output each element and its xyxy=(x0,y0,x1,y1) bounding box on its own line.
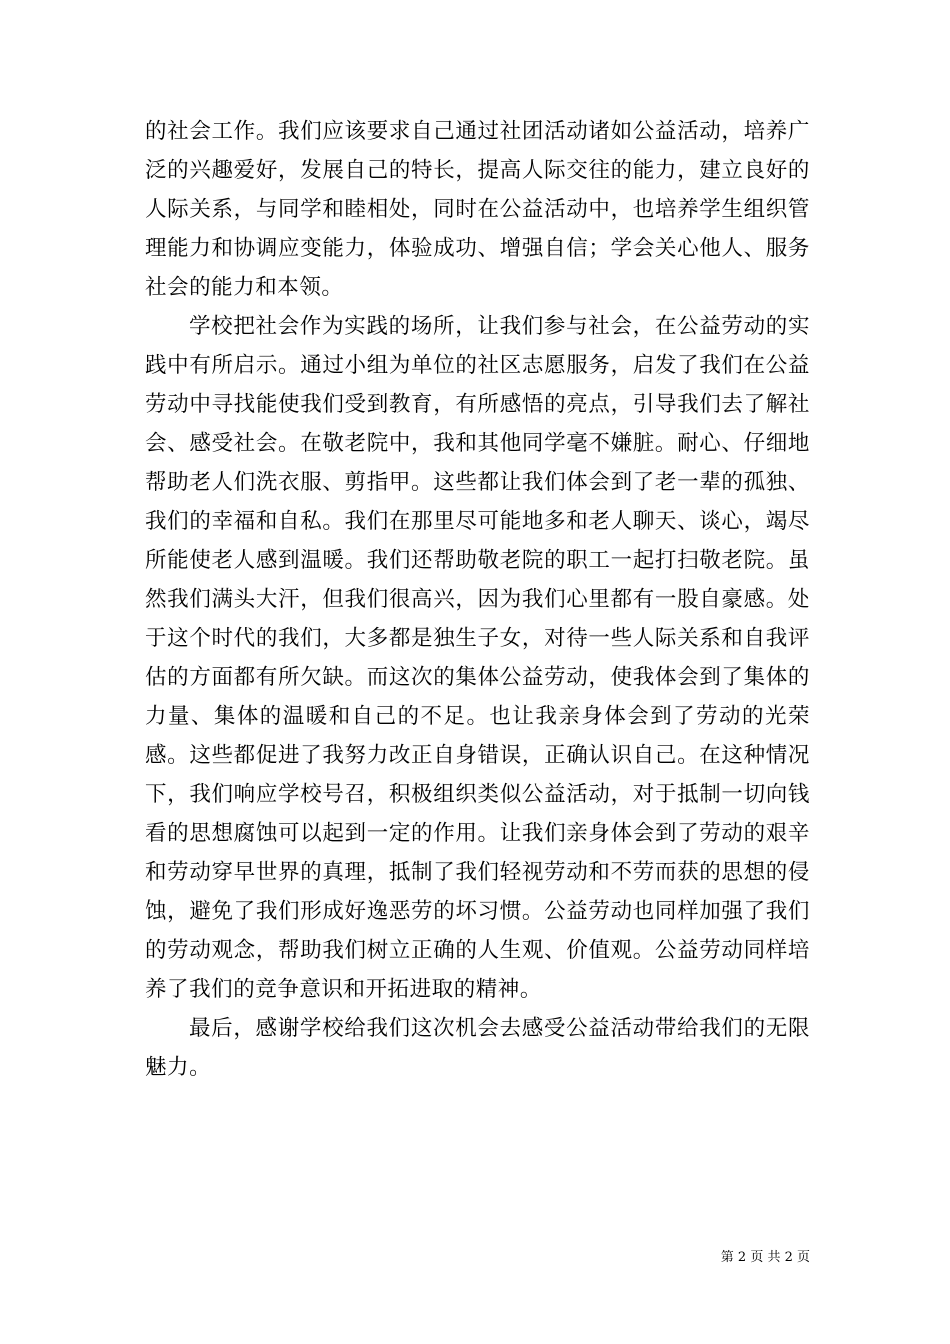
paragraph-community-service: 学校把社会作为实践的场所，让我们参与社会，在公益劳动的实践中有所启示。通过小组为单位的社区志愿服务，启发了我们在公益劳动中寻找能使我们受到教育，有所感悟的亮点，引导我们去了解社会、感受社会。在敬老院中，我和其他同学毫不嫌脏。耐心、仔细地帮助老人们洗衣服、剪指甲。这些都让我们体会到了老一辈的孤独、我们的幸福和自私。我们在那里尽可能地多和老人聊天、谈心，竭尽所能使老人感到温暖。我们还帮助敬老院的职工一起打扫敬老院。虽然我们满头大汗，但我们很高兴，因为我们心里都有一股自豪感。处于这个时代的我们，大多都是独生子女，对待一些人际关系和自我评估的方面都有所欠缺。而这次的集体公益劳动，使我体会到了集体的力量、集体的温暖和自己的不足。也让我亲身体会到了劳动的光荣感。这些都促进了我努力改正自身错误，正确认识自己。在这种情况下，我们响应学校号召，积极组织类似公益活动，对于抵制一切向钱看的思想腐蚀可以起到一定的作用。让我们亲身体会到了劳动的艰辛和劳动穿早世界的真理，抵制了我们轻视劳动和不劳而获的思想的侵蚀，避免了我们形成好逸恶劳的坏习惯。公益劳动也同样加强了我们的劳动观念，帮助我们树立正确的人生观、价值观。公益劳动同样培养了我们的竞争意识和开拓进取的精神。 xyxy=(145,314,810,1002)
paragraph-continuation: 的社会工作。我们应该要求自己通过社团活动诸如公益活动，培养广泛的兴趣爱好，发展自己的特长，提高人际交往的能力，建立良好的人际关系，与同学和睦相处，同时在公益活动中，也培养学生组织管理能力和协调应变能力，体验成功、增强自信；学会关心他人、服务社会的能力和本领。 xyxy=(145,119,810,300)
page-number-footer: 第 2 页 共 2 页 xyxy=(720,1250,810,1265)
document-body xyxy=(145,112,810,1087)
paragraph-closing: 最后，感谢学校给我们这次机会去感受公益活动带给我们的无限魅力。 xyxy=(145,1016,810,1080)
